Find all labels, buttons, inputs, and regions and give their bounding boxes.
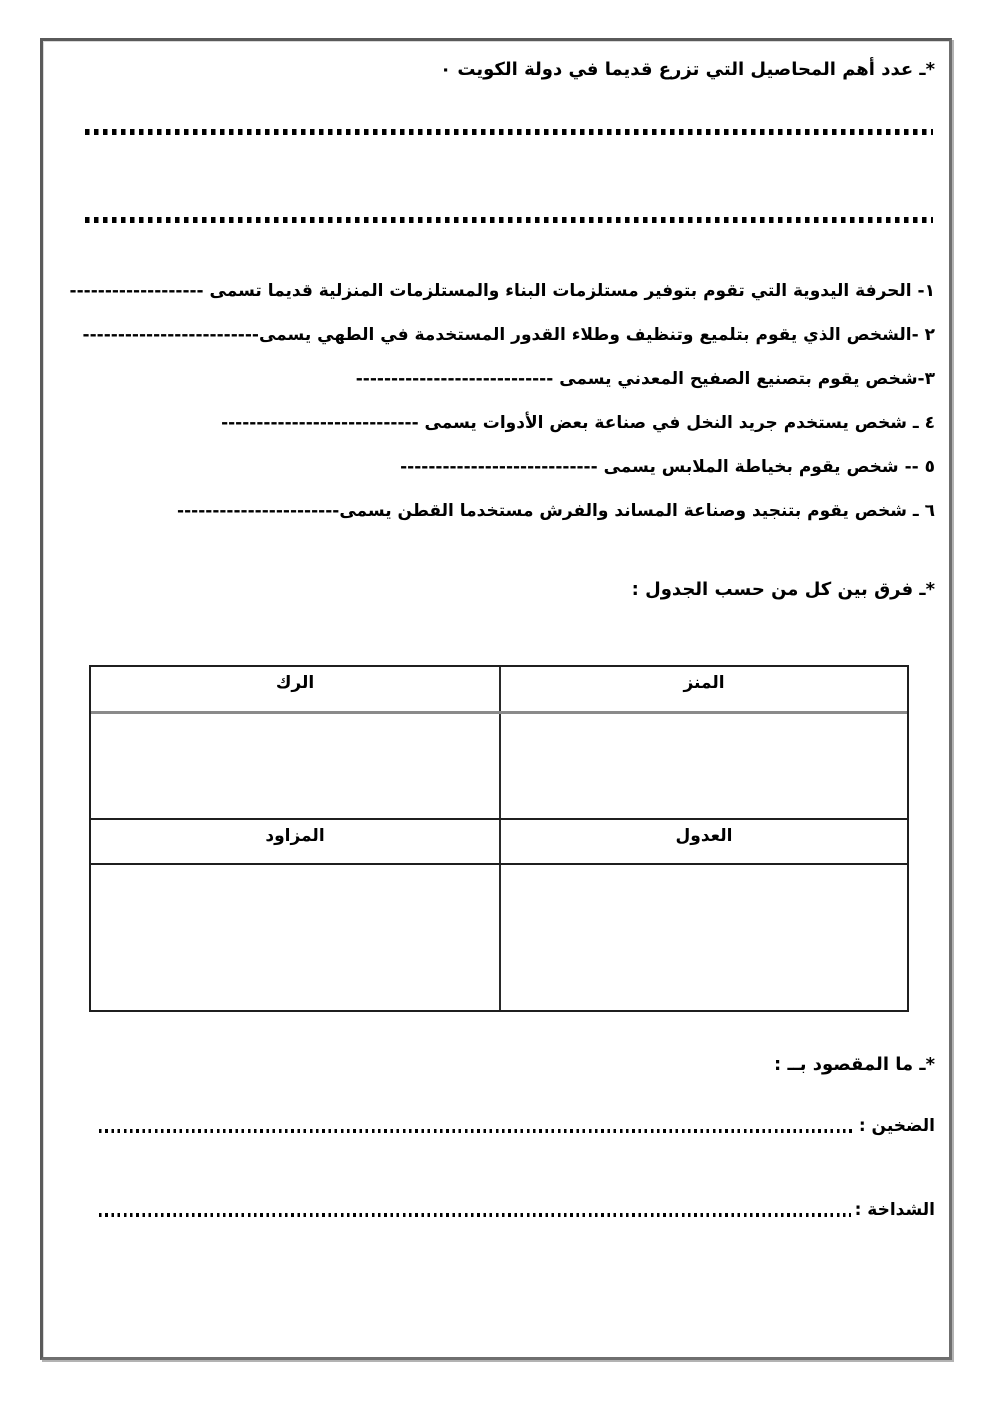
table-header-cell-minaz: المنز	[499, 667, 907, 711]
definition-term-label: الشداخة :	[854, 1200, 935, 1220]
table-header-cell-mazawid: المزاود	[265, 826, 325, 846]
table-answer-cell	[91, 865, 499, 1010]
definition-row-dhakhin	[57, 1114, 935, 1138]
table-header-row-2	[91, 818, 907, 863]
page-content	[43, 41, 949, 1222]
table-header-cell-adool: العدول	[499, 820, 907, 863]
crops-question-title: *ـ عدد أهم المحاصيل التي تزرع قديما في دولة الكويت ٠	[440, 59, 935, 80]
table-header-cell-rakk: الرك	[275, 673, 315, 693]
fill-blank-question-2: ٢ -الشخص الذي يقوم بتلميع وتنظيف وطلاء القدور المستخدمة في الطهي يسمى-------------------------	[82, 325, 935, 345]
fill-blank-question-list	[57, 279, 935, 523]
fill-blank-question-6: ٦ ـ شخص يقوم بتنجيد وصناعة المساند والفرش مستخدما القطن يسمى-----------------------	[177, 501, 935, 521]
fill-blank-question-3: ٣-شخص يقوم بتصنيع الصفيح المعدني يسمى ----------------------------	[355, 369, 935, 389]
table-header-row-1	[91, 667, 907, 711]
answer-dotted-line-1	[85, 129, 933, 135]
worksheet-page	[40, 38, 952, 1360]
fill-blank-question-4: ٤ ـ شخص يستخدم جريد النخل في صناعة بعض الأدوات يسمى ----------------------------	[221, 413, 935, 433]
table-answer-cell	[91, 714, 499, 818]
definition-dotted-line	[99, 1213, 851, 1217]
compare-section-title: *ـ فرق بين كل من حسب الجدول :	[631, 579, 935, 600]
definition-dotted-line	[99, 1129, 855, 1133]
definition-row-shaddakha	[57, 1198, 935, 1222]
definition-term-label: الضخين :	[858, 1116, 935, 1136]
table-answer-row-2	[91, 863, 907, 1010]
table-answer-row-1	[91, 711, 907, 818]
fill-blank-question-5: ٥ -- شخص يقوم بخياطة الملابس يسمى ----------------------------	[400, 457, 935, 477]
answer-dotted-line-2	[85, 217, 933, 223]
fill-blank-question-1: ١- الحرفة اليدوية التي تقوم بتوفير مستلزمات البناء والمستلزمات المنزلية قديما تسمى -------------------	[69, 281, 935, 301]
table-answer-cell	[499, 865, 907, 1010]
table-answer-cell	[499, 714, 907, 818]
comparison-table	[89, 665, 909, 1012]
definitions-section-title: *ـ ما المقصود بــ :	[773, 1054, 935, 1075]
